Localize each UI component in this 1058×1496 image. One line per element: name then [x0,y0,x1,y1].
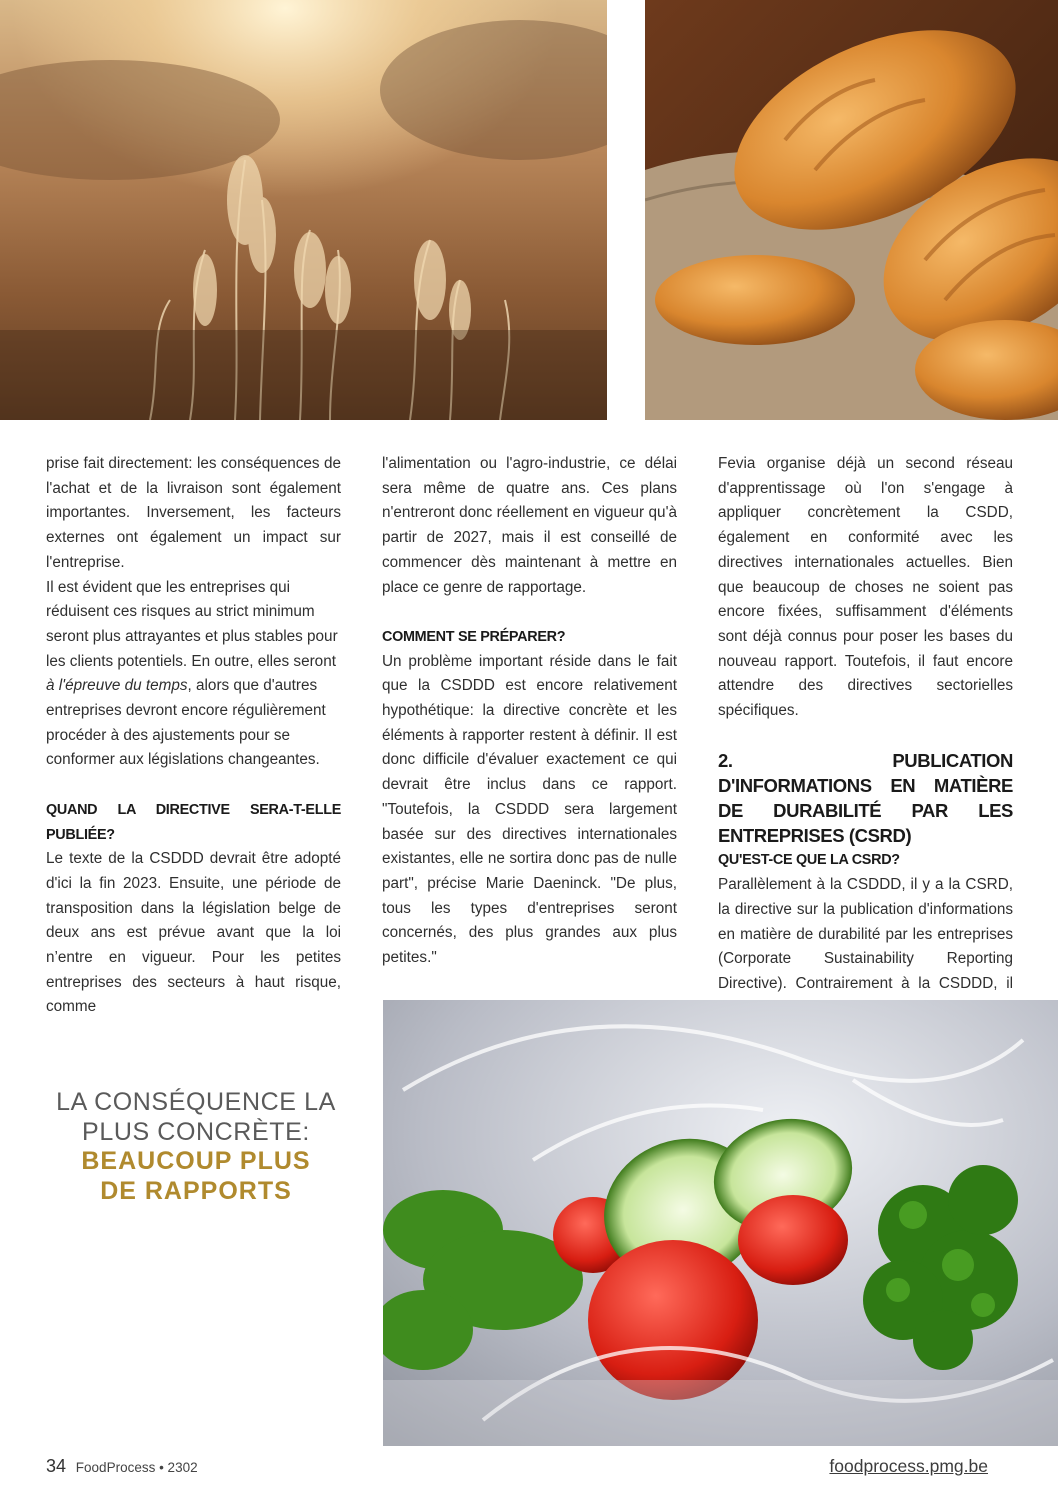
section-heading: 2. PUBLICATION D'INFORMATIONS EN MATIÈRE DE DURABILITÉ PAR LES ENTREPRISES (CSRD) [718,750,1013,847]
pull-quote-highlight: BEAUCOUP PLUS [81,1147,311,1175]
website-link[interactable]: foodprocess.pmg.be [829,1456,988,1476]
page-number: 34 [46,1456,67,1476]
subheading: QU'EST-CE QUE LA CSRD? [718,852,900,869]
pull-quote-highlight: DE RAPPORTS [100,1176,292,1205]
italic-phrase: à l'épreuve du temps [46,677,188,695]
text-column-1 [46,452,341,1020]
subheading: QUAND LA DIRECTIVE SERA-T-ELLE PUBLIÉE? [46,801,341,843]
paragraph: Parallèlement à la CSDDD, il y a la CSRD, la directive sur la publication d'informations en matière de durabilité par les entreprises (Corporate Sustainability Reporting Directive). Contrairement à la CSDDD, il [718,876,1013,992]
text-column-3 [718,452,1013,1046]
paragraph: Un problème important réside dans le fait que la CSDDD est encore relativement hypothétique: la directive concrète et les éléments à rapporter restent à définir. Il est donc difficile d'évaluer exactement ce qui devrait être inclus dans ce rapport. "Toutefois, la CSDDD sera largement basée sur des directives internationales existantes, elle ne sortira donc pas de nulle part", précise Marie Daeninck. "De plus, tous les types d'entreprises seront concernés, des plus grandes aux plus petites." [382,652,677,967]
pull-quote [40,1088,352,1206]
publication-issue: FoodProcess • 2302 [75,1460,198,1475]
subheading: COMMENT SE PRÉPARER? [382,628,566,645]
paragraph: l'alimentation ou l'agro-industrie, ce délai sera même de quatre ans. Ces plans n'entreront donc réellement en vigueur qu'à partir de 2027, mais il est conseillé de commencer dès maintenant à mettre en place ce genre de rapportage. [382,455,677,596]
salad-splash-photo [383,1000,1058,1446]
paragraph-text: Il est évident que les entreprises qui réduisent ces risques au strict minimum seront plus attrayantes et plus stables pour les clients potentiels. En outre, elles seront [46,578,338,670]
pull-quote-line: PLUS CONCRÈTE: [82,1117,310,1146]
text-column-2 [382,452,677,971]
paragraph-text: , alors que d'autres entreprises devront encore régulièrement procéder à des ajustements pour se conformer aux législations changeantes. [46,677,326,769]
paragraph [46,576,341,774]
paragraph: prise fait directement: les conséquences de l'achat et de la livraison sont également importantes. Inversement, les facteurs externes ont également un impact sur l'entreprise. [46,455,341,571]
croissants-photo [645,0,1058,420]
grass-photo [0,0,607,420]
pull-quote-line: LA CONSÉQUENCE LA [56,1088,336,1116]
paragraph: Fevia organise déjà un second réseau d'apprentissage où l'on s'engage à appliquer concrètement la CSDD, également en conformité avec les directives internationales actuelles. Bien que beaucoup de choses ne soient pas encore fixées, suffisamment d'éléments sont déjà connus pour poser les bases du nouveau rapport. Toutefois, il faut encore attendre des directives sectorielles spécifiques. [718,455,1013,720]
paragraph: Le texte de la CSDDD devrait être adopté d'ici la fin 2023. Ensuite, une période de transposition dans la législation belge de deux ans est prévue avant que la loi n’entre en vigueur. Pour les petites entreprises des secteurs à haut risque, comme [46,850,341,1016]
page-footer [46,1456,198,1477]
